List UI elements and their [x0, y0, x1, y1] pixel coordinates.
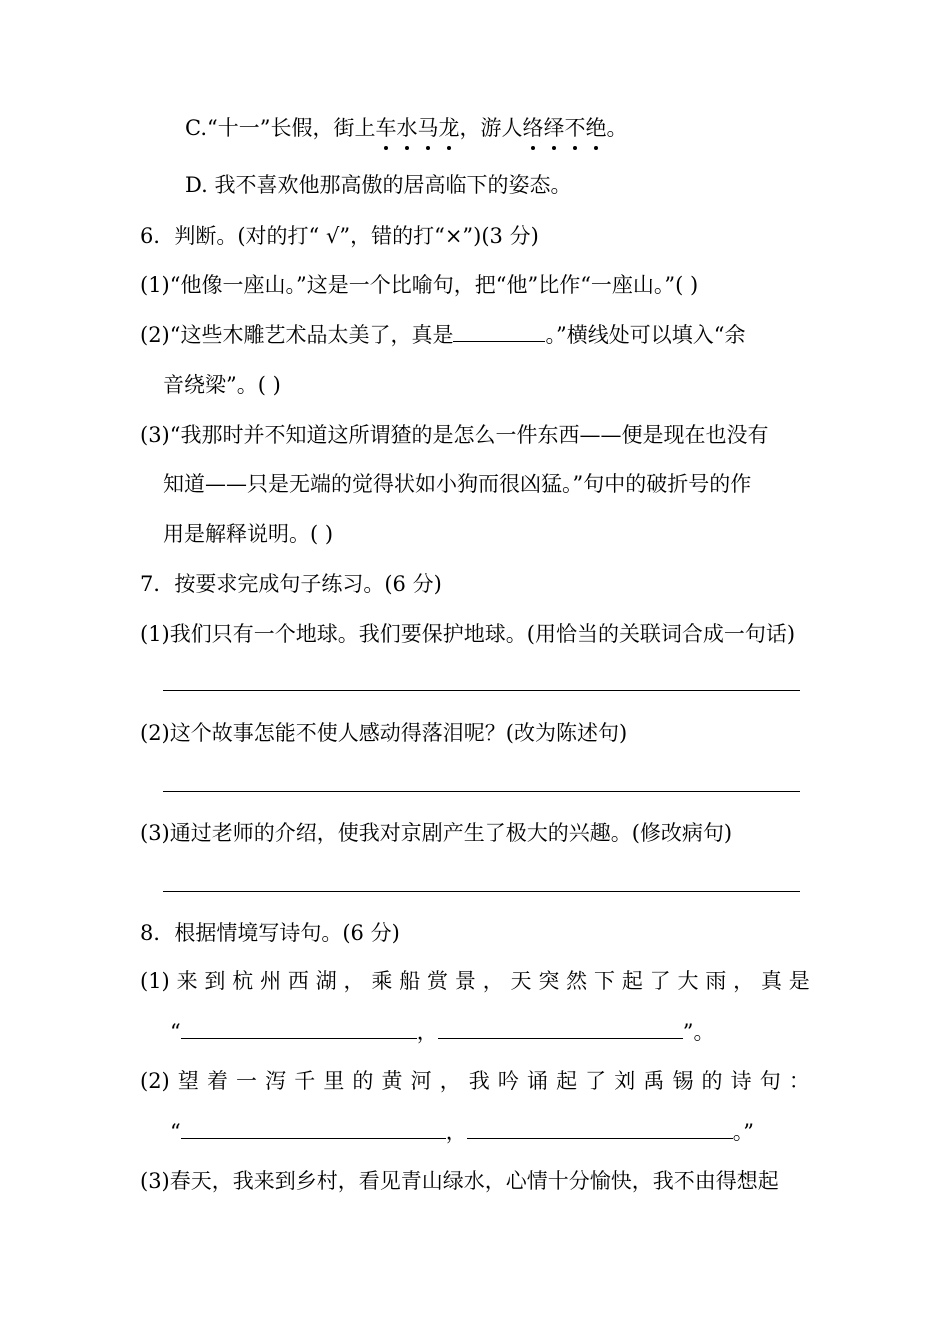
comma: ，	[445, 1120, 467, 1144]
fill-blank[interactable]	[181, 1118, 446, 1139]
char: 到	[204, 969, 226, 993]
char: 诵	[526, 1069, 548, 1093]
char: 真	[760, 969, 782, 993]
char: 千	[294, 1069, 316, 1093]
char: ，	[482, 969, 504, 993]
q6-heading: 6．判断。(对的打“ √”，错的打“×”)(3 分)	[140, 224, 539, 248]
close-quote: ”。	[682, 1020, 715, 1044]
char: 突	[538, 969, 560, 993]
q8-item-2-line-2	[170, 1117, 754, 1147]
char: (2)	[140, 1069, 170, 1093]
char: 是	[788, 969, 810, 993]
char: 的	[701, 1069, 723, 1093]
char: 诗	[730, 1069, 752, 1093]
answer-line-3[interactable]	[163, 891, 800, 892]
char: ，	[439, 1069, 461, 1093]
char: 赏	[427, 969, 449, 993]
answer-line-2[interactable]	[163, 791, 800, 792]
char: 州	[260, 969, 282, 993]
char: 天	[510, 969, 532, 993]
option-c-prefix: C.“十一”长假，街上	[185, 116, 376, 140]
char: 了	[649, 969, 671, 993]
char: 杭	[232, 969, 254, 993]
q8-item-1-line-2	[170, 1017, 715, 1047]
q7-item-3: (3)通过老师的介绍，使我对京剧产生了极大的兴趣。(修改病句)	[140, 821, 733, 845]
fill-blank[interactable]	[467, 1118, 733, 1139]
q8-item-3: (3)春天，我来到乡村，看见青山绿水，心情十分愉快，我不由得想起	[140, 1169, 779, 1193]
q6-item-1: (1)“他像一座山。”这是一个比喻句，把“他”比作“一座山。”( )	[140, 273, 699, 297]
q6-item-3-line-2: 知道——只是无端的觉得状如小狗而很凶猛。”句中的破折号的作	[163, 472, 752, 496]
char: 乘	[371, 969, 393, 993]
char: 景	[454, 969, 476, 993]
char: 来	[176, 969, 198, 993]
dotted-char: 马	[417, 113, 438, 143]
q8-item-2-line-1	[140, 1066, 810, 1096]
char: 禹	[643, 1069, 665, 1093]
open-quote: “	[170, 1020, 181, 1044]
char: 的	[352, 1069, 374, 1093]
char: 着	[206, 1069, 228, 1093]
char: 大	[677, 969, 699, 993]
char: 泻	[265, 1069, 287, 1093]
option-c-mid: ，游人	[459, 116, 523, 140]
char: ：	[788, 1069, 810, 1093]
char: 里	[323, 1069, 345, 1093]
dotted-char: 络	[522, 113, 543, 143]
q6-item-3-line-1: (3)“我那时并不知道这所谓猹的是怎么一件东西——便是现在也没有	[140, 423, 769, 447]
q6-item-2-line-1	[140, 320, 745, 350]
char: 了	[585, 1069, 607, 1093]
char: 黄	[381, 1069, 403, 1093]
fill-blank[interactable]	[438, 1018, 683, 1039]
fill-blank[interactable]	[453, 321, 545, 342]
dotted-char: 绎	[543, 113, 564, 143]
char: 句	[759, 1069, 781, 1093]
option-c	[185, 113, 627, 143]
fill-blank[interactable]	[181, 1018, 417, 1039]
char: 望	[177, 1069, 199, 1093]
dotted-char: 绝	[585, 113, 606, 143]
char: 刘	[614, 1069, 636, 1093]
char: 湖	[315, 969, 337, 993]
char: 河	[410, 1069, 432, 1093]
char: 下	[594, 969, 615, 993]
char: 起	[556, 1069, 578, 1093]
q6-item-3-line-3: 用是解释说明。( )	[163, 522, 334, 546]
char: 起	[621, 969, 643, 993]
q6-item-2-text-a: (2)“这些木雕艺术品太美了，真是	[140, 323, 454, 347]
option-d: D. 我不喜欢他那高傲的居高临下的姿态。	[185, 173, 572, 197]
char: 我	[468, 1069, 490, 1093]
dotted-char: 水	[396, 113, 417, 143]
char: 西	[287, 969, 309, 993]
char: 船	[399, 969, 421, 993]
q8-heading: 8．根据情境写诗句。(6 分)	[140, 921, 400, 945]
dotted-char: 龙	[438, 113, 459, 143]
q7-item-2: (2)这个故事怎能不使人感动得落泪呢？(改为陈述句)	[140, 721, 628, 745]
char: 一	[236, 1069, 258, 1093]
close-quote: 。”	[732, 1120, 754, 1144]
char: 吟	[497, 1069, 519, 1093]
q8-item-1-line-1	[140, 966, 810, 996]
dotted-char: 不	[564, 113, 585, 143]
char: ，	[733, 969, 755, 993]
open-quote: “	[170, 1120, 181, 1144]
option-c-end: 。	[606, 116, 628, 140]
char: ，	[343, 969, 365, 993]
q7-item-1: (1)我们只有一个地球。我们要保护地球。(用恰当的关联词合成一句话)	[140, 622, 796, 646]
char: 然	[566, 969, 588, 993]
char: (1)	[140, 969, 170, 993]
q6-item-2-line-2: 音绕梁”。( )	[163, 373, 281, 397]
answer-line-1[interactable]	[163, 690, 800, 691]
char: 雨	[705, 969, 727, 993]
q7-heading: 7．按要求完成句子练习。(6 分)	[140, 572, 442, 596]
comma: ，	[416, 1020, 438, 1044]
dotted-char: 车	[375, 113, 396, 143]
char: 锡	[672, 1069, 694, 1093]
q6-item-2-text-b: 。”横线处可以填入“余	[545, 323, 746, 347]
